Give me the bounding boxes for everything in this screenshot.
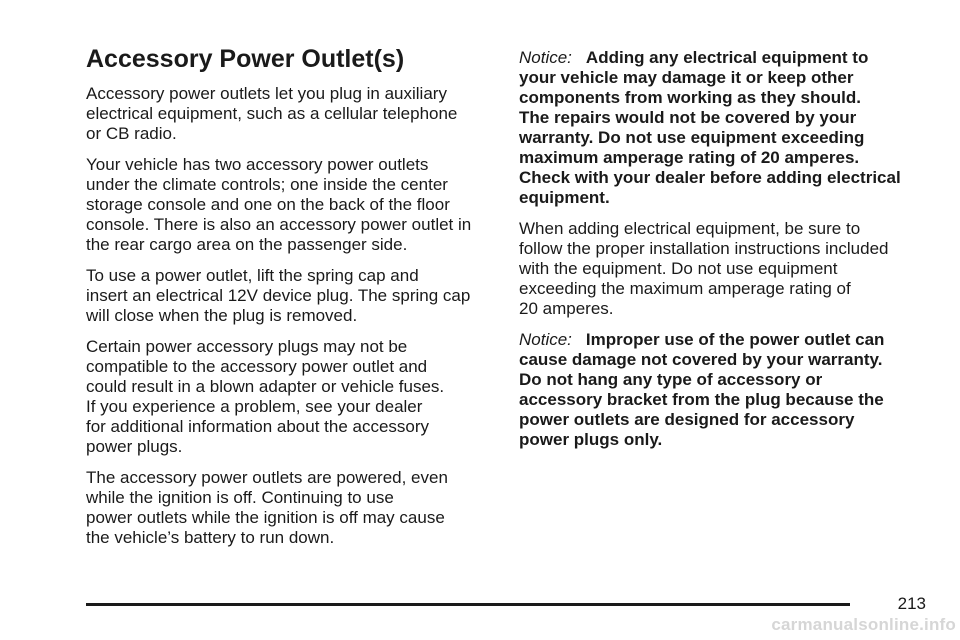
- text-line: console. There is also an accessory power outlet in: [86, 215, 472, 234]
- text-line: compatible to the accessory power outlet and: [86, 357, 428, 376]
- paragraph-outlet-locations: [86, 155, 501, 255]
- section-title: Accessory Power Outlet(s): [86, 45, 405, 73]
- text-line: power plugs.: [86, 437, 183, 456]
- text-line: Check with your dealer before adding electrical: [519, 168, 901, 187]
- notice-improper-use: [519, 330, 929, 450]
- text-line: power outlets are designed for accessory: [519, 410, 855, 429]
- text-line: while the ignition is off. Continuing to use: [86, 488, 394, 507]
- text-line: warranty. Do not use equipment exceeding: [519, 128, 865, 147]
- text-line: [519, 48, 929, 68]
- watermark: carmanualsonline.info: [771, 615, 956, 634]
- text-line: Do not hang any type of accessory or: [519, 370, 823, 389]
- text-line: [519, 330, 929, 350]
- page-number: 213: [897, 594, 926, 613]
- notice-text: Adding any electrical equipment to: [585, 48, 869, 67]
- footer-rule: [86, 603, 850, 606]
- text-line: power plugs only.: [519, 430, 663, 449]
- text-line: or CB radio.: [86, 124, 177, 143]
- text-line: cause damage not covered by your warranty.: [519, 350, 883, 369]
- text-line: components from working as they should.: [519, 88, 861, 107]
- text-line: the vehicle’s battery to run down.: [86, 528, 335, 547]
- paragraph-installation: [519, 219, 929, 319]
- text-line: electrical equipment, such as a cellular telephone: [86, 104, 458, 123]
- notice-text: Improper use of the power outlet can: [585, 330, 885, 349]
- text-line: under the climate controls; one inside the center: [86, 175, 448, 194]
- text-line: Your vehicle has two accessory power outlets: [86, 155, 429, 174]
- text-line: your vehicle may damage it or keep other: [519, 68, 854, 87]
- notice-label: Notice:: [519, 330, 572, 349]
- text-line: equipment.: [519, 188, 610, 207]
- text-line: When adding electrical equipment, be sure to: [519, 219, 861, 238]
- paragraph-compatibility: [86, 337, 501, 457]
- text-line: power outlets while the ignition is off may cause: [86, 508, 445, 527]
- text-line: Accessory power outlets let you plug in auxiliary: [86, 84, 447, 103]
- notice-electrical-equipment: [519, 48, 929, 208]
- paragraph-usage: [86, 266, 501, 326]
- text-line: If you experience a problem, see your dealer: [86, 397, 423, 416]
- text-line: maximum amperage rating of 20 amperes.: [519, 148, 860, 167]
- text-line: insert an electrical 12V device plug. The spring cap: [86, 286, 471, 305]
- paragraph-battery-warning: [86, 468, 501, 548]
- text-line: 20 amperes.: [519, 299, 614, 318]
- text-line: the rear cargo area on the passenger side.: [86, 235, 408, 254]
- text-line: accessory bracket from the plug because the: [519, 390, 884, 409]
- text-line: will close when the plug is removed.: [86, 306, 358, 325]
- text-line: exceeding the maximum amperage rating of: [519, 279, 851, 298]
- text-line: storage console and one on the back of the floor: [86, 195, 450, 214]
- text-line: could result in a blown adapter or vehicle fuses.: [86, 377, 445, 396]
- paragraph-intro: [86, 84, 501, 144]
- text-line: Certain power accessory plugs may not be: [86, 337, 408, 356]
- text-line: The accessory power outlets are powered, even: [86, 468, 448, 487]
- text-line: with the equipment. Do not use equipment: [519, 259, 838, 278]
- notice-label: Notice:: [519, 48, 572, 67]
- text-line: The repairs would not be covered by your: [519, 108, 857, 127]
- text-line: To use a power outlet, lift the spring cap and: [86, 266, 419, 285]
- right-column: [519, 48, 929, 461]
- left-column: [86, 84, 501, 559]
- text-line: for additional information about the accessory: [86, 417, 430, 436]
- text-line: follow the proper installation instructions included: [519, 239, 889, 258]
